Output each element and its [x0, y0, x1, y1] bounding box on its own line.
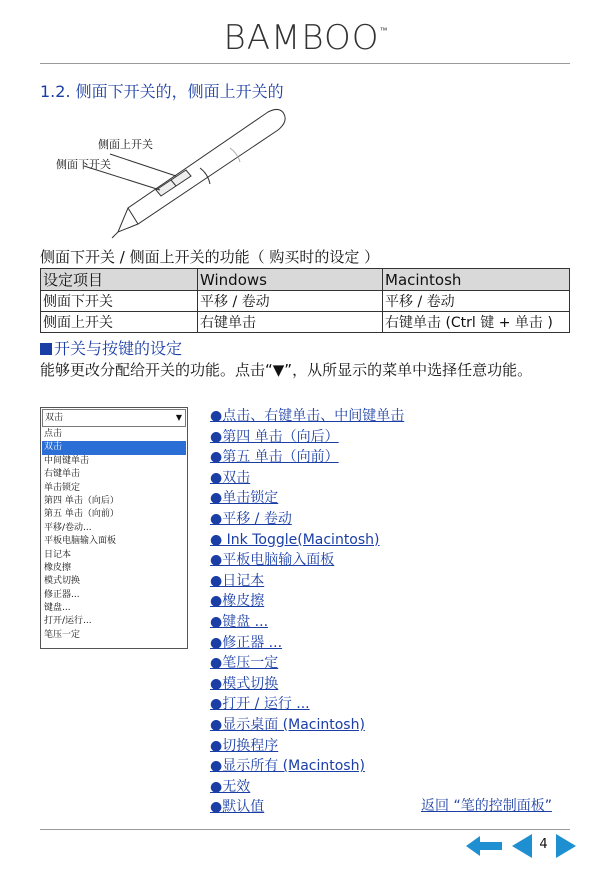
link-journal[interactable]: ●日记本: [210, 572, 265, 589]
link-keyboard[interactable]: ●键盘 ...: [210, 613, 269, 630]
function-link-list: [210, 406, 404, 818]
dropdown-option[interactable]: 平移/卷动...: [44, 522, 92, 533]
link-click-lock[interactable]: ●单击锁定: [210, 490, 279, 507]
link-pressure-hold[interactable]: ●笔压一定: [210, 655, 279, 672]
table-cell: 侧面下开关: [41, 291, 198, 312]
assign-heading: [40, 336, 182, 359]
table-cell: 平移 / 卷动: [383, 291, 570, 312]
section-title: 1.2. 侧面下开关的，侧面上开关的: [40, 82, 284, 101]
link-fourth-click[interactable]: ●第四 单击（向后）: [210, 428, 339, 445]
chevron-down-icon[interactable]: ▼: [175, 413, 182, 422]
page-navigation: [466, 833, 576, 859]
link-expose[interactable]: ●显示所有 (Macintosh): [210, 758, 365, 775]
dropdown-selected-value: 双击: [45, 413, 64, 423]
back-to-pen-control-panel-link[interactable]: 返回 “笔的控制面板”: [421, 798, 552, 814]
link-default[interactable]: ●默认值: [210, 799, 265, 816]
dropdown-option[interactable]: 打开/运行...: [44, 616, 92, 627]
dropdown-select[interactable]: [42, 409, 186, 427]
bamboo-logo: [0, 18, 612, 58]
previous-page-arrow-icon[interactable]: [512, 833, 534, 859]
header-cell: Windows: [198, 269, 383, 291]
link-disabled[interactable]: ●无效: [210, 778, 251, 795]
header-divider: [40, 63, 570, 64]
square-bullet-icon: [40, 343, 52, 355]
home-back-arrow-icon[interactable]: [466, 833, 504, 859]
link-double-click[interactable]: ●双击: [210, 469, 251, 486]
link-eraser[interactable]: ●橡皮擦: [210, 593, 265, 610]
table-row: [41, 291, 570, 312]
logo-text: BAMBOO: [223, 18, 380, 58]
link-ink-toggle[interactable]: ● Ink Toggle(Macintosh): [210, 531, 380, 548]
dropdown-option[interactable]: 右键单击: [44, 469, 81, 480]
header-cell: Macintosh: [383, 269, 570, 291]
dropdown-list: [42, 428, 186, 642]
dropdown-option[interactable]: 笔压一定: [44, 629, 81, 640]
next-page-arrow-icon[interactable]: [554, 833, 576, 859]
pen-illustration: [40, 100, 300, 240]
table-header-row: [41, 269, 570, 291]
dropdown-option[interactable]: 模式切换: [44, 576, 81, 587]
link-modifier[interactable]: ●修正器 ...: [210, 634, 283, 651]
link-tablet-input-panel[interactable]: ●平板电脑输入面板: [210, 552, 335, 569]
dropdown-option-highlighted[interactable]: 双击: [42, 441, 186, 454]
dropdown-option[interactable]: 修正器...: [44, 589, 80, 600]
upper-switch-label: 侧面上开关: [98, 138, 153, 151]
link-click-right-middle[interactable]: ●点击、右键单击、中间键单击: [210, 408, 405, 424]
table-cell: 右键单击: [198, 312, 383, 333]
table-cell: 平移 / 卷动: [198, 291, 383, 312]
link-show-desktop[interactable]: ●显示桌面 (Macintosh): [210, 716, 365, 733]
dropdown-option[interactable]: 第五 单击（向前）: [44, 509, 119, 520]
assign-heading-text: 开关与按键的设定: [54, 339, 183, 358]
table-cell: 右键单击 (Ctrl 键 + 单击 ): [383, 312, 570, 333]
dropdown-option[interactable]: 键盘...: [44, 603, 71, 614]
page-number: 4: [539, 837, 548, 852]
dropdown-option[interactable]: 平板电脑输入面板: [44, 536, 117, 547]
dropdown-option[interactable]: 点击: [44, 429, 63, 439]
header-cell: 设定项目: [41, 269, 198, 291]
trademark: ™: [379, 26, 389, 35]
link-open-run[interactable]: ●打开 / 运行 ...: [210, 696, 310, 713]
link-switch-application[interactable]: ●切换程序: [210, 737, 279, 754]
dropdown-option[interactable]: 日记本: [44, 549, 72, 560]
function-heading: 侧面下开关 / 侧面上开关的功能（ 购买时的设定 ）: [40, 248, 380, 266]
lower-switch-label: 侧面下开关: [56, 158, 111, 171]
dropdown-option[interactable]: 橡皮擦: [44, 562, 72, 573]
link-fifth-click[interactable]: ●第五 单击（向前）: [210, 449, 339, 466]
function-dropdown: [40, 407, 188, 649]
dropdown-option[interactable]: 中间键单击: [44, 455, 90, 466]
assign-description: 能够更改分配给开关的功能。点击“▼”，从所显示的菜单中选择任意功能。: [40, 361, 533, 379]
dropdown-option[interactable]: 第四 单击（向后）: [44, 495, 119, 506]
link-mode-toggle[interactable]: ●模式切换: [210, 675, 279, 692]
footer-divider: [40, 829, 570, 830]
table-cell: 侧面上开关: [41, 312, 198, 333]
link-pan-scroll[interactable]: ●平移 / 卷动: [210, 510, 292, 527]
function-table: [40, 268, 570, 333]
table-row: [41, 312, 570, 333]
dropdown-option[interactable]: 单击锁定: [44, 482, 81, 493]
